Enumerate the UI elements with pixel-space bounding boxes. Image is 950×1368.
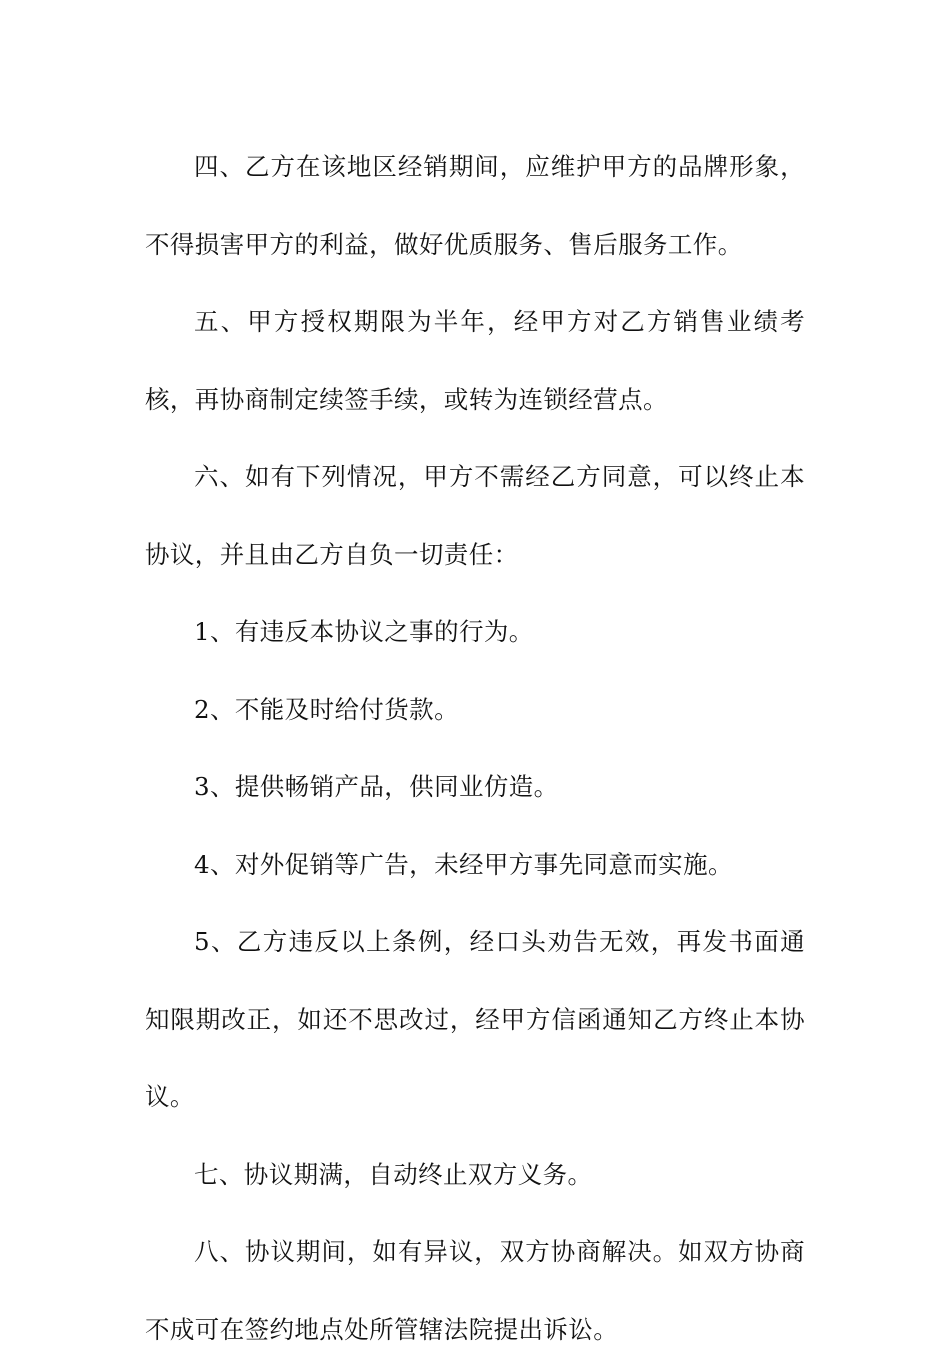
clause-six-item-5: 5、乙方违反以上条例，经口头劝告无效，再发书面通知限期改正，如还不思改过，经甲方信函通知乙方终止本协议。 bbox=[145, 927, 805, 1111]
clause-five: 五、甲方授权期限为半年，经甲方对乙方销售业绩考核，再协商制定续签手续，或转为连锁经营点。 bbox=[145, 307, 805, 414]
clause-six-item-3: 3、提供畅销产品，供同业仿造。 bbox=[194, 772, 559, 801]
clause-six-item-2: 2、不能及时给付货款。 bbox=[194, 694, 459, 724]
clause-six-item-1: 1、有违反本协议之事的行为。 bbox=[194, 617, 534, 646]
clause-six: 六、如有下列情况，甲方不需经乙方同意，可以终止本协议，并且由乙方自负一切责任： bbox=[145, 462, 805, 569]
clause-four: 四、乙方在该地区经销期间，应维护甲方的品牌形象，不得损害甲方的利益，做好优质服务、售后服务工作。 bbox=[145, 152, 805, 259]
document-body bbox=[145, 128, 805, 1368]
clause-eight: 八、协议期间，如有异议，双方协商解决。如双方协商不成可在签约地点处所管辖法院提出诉讼。 bbox=[145, 1237, 805, 1344]
clause-six-item-4: 4、对外促销等广告，未经甲方事先同意而实施。 bbox=[194, 849, 733, 879]
clause-seven: 七、协议期满，自动终止双方义务。 bbox=[194, 1159, 593, 1189]
